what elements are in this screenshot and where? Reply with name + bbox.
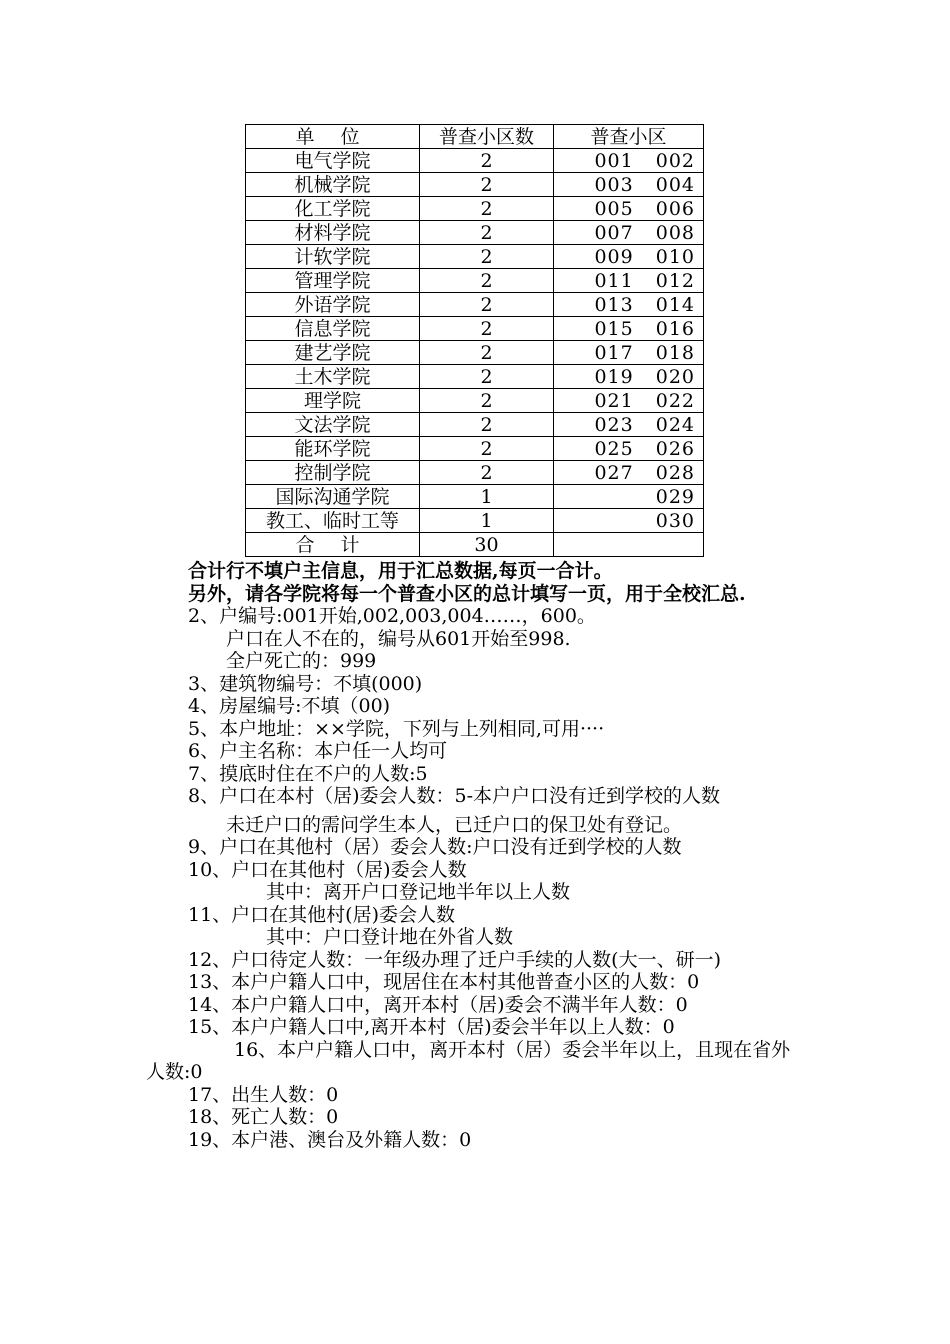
note-item-17: 17、出生人数：0 bbox=[188, 1083, 339, 1106]
area-count-cell: 2 bbox=[420, 437, 554, 461]
note-school-summary: 另外，请各学院将每一个普查小区的总计填写一页，用于全校汇总. bbox=[188, 582, 746, 605]
area-ids-cell bbox=[554, 437, 704, 461]
area-ids-cell bbox=[554, 197, 704, 221]
unit-name-cell: 电气学院 bbox=[246, 149, 420, 173]
header-area-ids: 普查小区 bbox=[554, 125, 704, 149]
table-body bbox=[246, 149, 704, 557]
area-id: 025 bbox=[594, 437, 634, 460]
area-ids-cell bbox=[554, 509, 704, 533]
unit-name-cell: 信息学院 bbox=[246, 317, 420, 341]
instruction-notes bbox=[146, 560, 806, 1151]
survey-area-table bbox=[245, 124, 704, 557]
unit-name-cell: 能环学院 bbox=[246, 437, 420, 461]
table-header-row bbox=[246, 125, 704, 149]
note-item-19: 19、本户港、澳台及外籍人数：0 bbox=[188, 1128, 472, 1151]
area-ids-cell bbox=[554, 293, 704, 317]
unit-name-cell: 管理学院 bbox=[246, 269, 420, 293]
header-area-count: 普查小区数 bbox=[420, 125, 554, 149]
area-id: 004 bbox=[655, 173, 695, 196]
unit-name-cell: 计软学院 bbox=[246, 245, 420, 269]
unit-name-cell: 文法学院 bbox=[246, 413, 420, 437]
note-item-12: 12、户口待定人数：一年级办理了迁户手续的人数(大一、研一) bbox=[188, 948, 722, 971]
area-ids-cell bbox=[554, 173, 704, 197]
note-item-7: 7、摸底时住在不户的人数:5 bbox=[188, 762, 428, 785]
note-item-4: 4、房屋编号:不填（00) bbox=[188, 695, 391, 717]
note-item-13: 13、本户户籍人口中，现居住在本村其他普查小区的人数：0 bbox=[188, 971, 700, 993]
total-count-cell: 30 bbox=[420, 533, 554, 557]
table-row bbox=[246, 365, 704, 389]
area-id: 009 bbox=[594, 245, 634, 268]
unit-name-cell: 机械学院 bbox=[246, 173, 420, 197]
unit-name-cell: 建艺学院 bbox=[246, 341, 420, 365]
area-id: 001 bbox=[594, 149, 634, 172]
note-item-15: 15、本户户籍人口中,离开本村（居)委会半年以上人数：0 bbox=[188, 1016, 675, 1038]
area-id: 019 bbox=[594, 365, 634, 388]
area-ids-cell bbox=[554, 149, 704, 173]
note-item-8-a: 未迁户口的需问学生本人，已迁户口的保卫处有登记。 bbox=[226, 813, 683, 836]
table-row bbox=[246, 173, 704, 197]
note-item-11: 11、户口在其他村(居)委会人数 bbox=[188, 903, 456, 926]
area-id: 024 bbox=[655, 413, 695, 436]
area-count-cell: 2 bbox=[420, 317, 554, 341]
area-id: 017 bbox=[594, 341, 634, 364]
table-row bbox=[246, 149, 704, 173]
unit-name-cell: 理学院 bbox=[246, 389, 420, 413]
area-count-cell: 2 bbox=[420, 149, 554, 173]
table-row bbox=[246, 461, 704, 485]
area-count-cell: 2 bbox=[420, 389, 554, 413]
table-total-row bbox=[246, 533, 704, 557]
table-row bbox=[246, 293, 704, 317]
note-item-9: 9、户口在其他村（居）委会人数:户口没有迁到学校的人数 bbox=[188, 836, 682, 858]
area-ids-cell bbox=[554, 221, 704, 245]
unit-name-cell: 土木学院 bbox=[246, 365, 420, 389]
area-id: 011 bbox=[594, 269, 634, 292]
table-row bbox=[246, 269, 704, 293]
note-item-8: 8、户口在本村（居)委会人数：5-本户户口没有迁到学校的人数 bbox=[188, 785, 721, 807]
table-row bbox=[246, 221, 704, 245]
unit-name-cell: 化工学院 bbox=[246, 197, 420, 221]
note-item-3: 3、建筑物编号：不填(000) bbox=[188, 672, 423, 695]
table-row bbox=[246, 413, 704, 437]
note-item-11-a: 其中：户口登计地在外省人数 bbox=[266, 926, 514, 948]
area-ids-cell bbox=[554, 269, 704, 293]
area-ids-cell bbox=[554, 245, 704, 269]
area-id: 021 bbox=[594, 389, 634, 412]
area-count-cell: 2 bbox=[420, 341, 554, 365]
header-unit: 单 位 bbox=[246, 125, 420, 149]
note-item-2-a: 户口在人不在的，编号从601开始至998. bbox=[226, 627, 571, 650]
area-count-cell: 1 bbox=[420, 509, 554, 533]
unit-name-cell: 教工、临时工等 bbox=[246, 509, 420, 533]
area-id: 012 bbox=[655, 269, 695, 292]
table-row bbox=[246, 317, 704, 341]
total-label-cell: 合 计 bbox=[246, 533, 420, 557]
table-row bbox=[246, 197, 704, 221]
area-count-cell: 2 bbox=[420, 293, 554, 317]
area-id: 026 bbox=[655, 437, 695, 460]
area-count-cell: 2 bbox=[420, 173, 554, 197]
note-item-5: 5、本户地址：××学院，下列与上列相同,可用···· bbox=[188, 717, 605, 740]
area-ids-cell bbox=[554, 365, 704, 389]
note-item-14: 14、本户户籍人口中，离开本村（居)委会不满半年人数：0 bbox=[188, 993, 688, 1016]
unit-name-cell: 控制学院 bbox=[246, 461, 420, 485]
area-id: 013 bbox=[594, 293, 634, 316]
area-count-cell: 1 bbox=[420, 485, 554, 509]
area-id: 006 bbox=[655, 197, 695, 220]
area-count-cell: 2 bbox=[420, 365, 554, 389]
note-item-18: 18、死亡人数：0 bbox=[188, 1106, 339, 1128]
note-item-10-a: 其中：离开户口登记地半年以上人数 bbox=[266, 881, 571, 903]
area-id: 028 bbox=[655, 461, 695, 484]
note-item-16: 16、本户户籍人口中，离开本村（居）委会半年以上，且现在省外人数:0 bbox=[146, 1038, 791, 1083]
table-row bbox=[246, 341, 704, 365]
note-item-6: 6、户主名称：本户任一人均可 bbox=[188, 740, 448, 762]
total-ids-cell bbox=[554, 533, 704, 557]
area-ids-cell bbox=[554, 485, 704, 509]
area-id: 030 bbox=[655, 509, 695, 532]
table-row bbox=[246, 509, 704, 533]
area-id: 022 bbox=[655, 389, 695, 412]
table-row bbox=[246, 437, 704, 461]
area-id: 023 bbox=[594, 413, 634, 436]
area-count-cell: 2 bbox=[420, 221, 554, 245]
area-id: 003 bbox=[594, 173, 634, 196]
area-id: 027 bbox=[594, 461, 634, 484]
area-count-cell: 2 bbox=[420, 413, 554, 437]
table-row bbox=[246, 245, 704, 269]
area-id: 014 bbox=[655, 293, 695, 316]
area-id: 015 bbox=[594, 317, 634, 340]
note-item-10: 10、户口在其他村（居)委会人数 bbox=[188, 858, 467, 881]
area-id: 029 bbox=[655, 485, 695, 508]
area-ids-cell bbox=[554, 341, 704, 365]
area-id: 005 bbox=[594, 197, 634, 220]
unit-name-cell: 国际沟通学院 bbox=[246, 485, 420, 509]
area-ids-cell bbox=[554, 413, 704, 437]
area-count-cell: 2 bbox=[420, 245, 554, 269]
note-item-2-b: 全户死亡的：999 bbox=[226, 650, 377, 672]
area-id: 020 bbox=[655, 365, 695, 388]
area-id: 002 bbox=[655, 149, 695, 172]
area-ids-cell bbox=[554, 389, 704, 413]
area-ids-cell bbox=[554, 461, 704, 485]
note-total-row: 合计行不填户主信息，用于汇总数据,每页一合计。 bbox=[188, 560, 613, 582]
table-row bbox=[246, 389, 704, 413]
area-count-cell: 2 bbox=[420, 461, 554, 485]
area-ids-cell bbox=[554, 317, 704, 341]
area-count-cell: 2 bbox=[420, 269, 554, 293]
area-id: 018 bbox=[655, 341, 695, 364]
table-row bbox=[246, 485, 704, 509]
unit-name-cell: 材料学院 bbox=[246, 221, 420, 245]
area-id: 010 bbox=[655, 245, 695, 268]
area-id: 007 bbox=[594, 221, 634, 244]
area-count-cell: 2 bbox=[420, 197, 554, 221]
note-item-2: 2、户编号:001开始,002,003,004……，600。 bbox=[188, 605, 596, 627]
area-id: 016 bbox=[655, 317, 695, 340]
unit-name-cell: 外语学院 bbox=[246, 293, 420, 317]
area-id: 008 bbox=[655, 221, 695, 244]
